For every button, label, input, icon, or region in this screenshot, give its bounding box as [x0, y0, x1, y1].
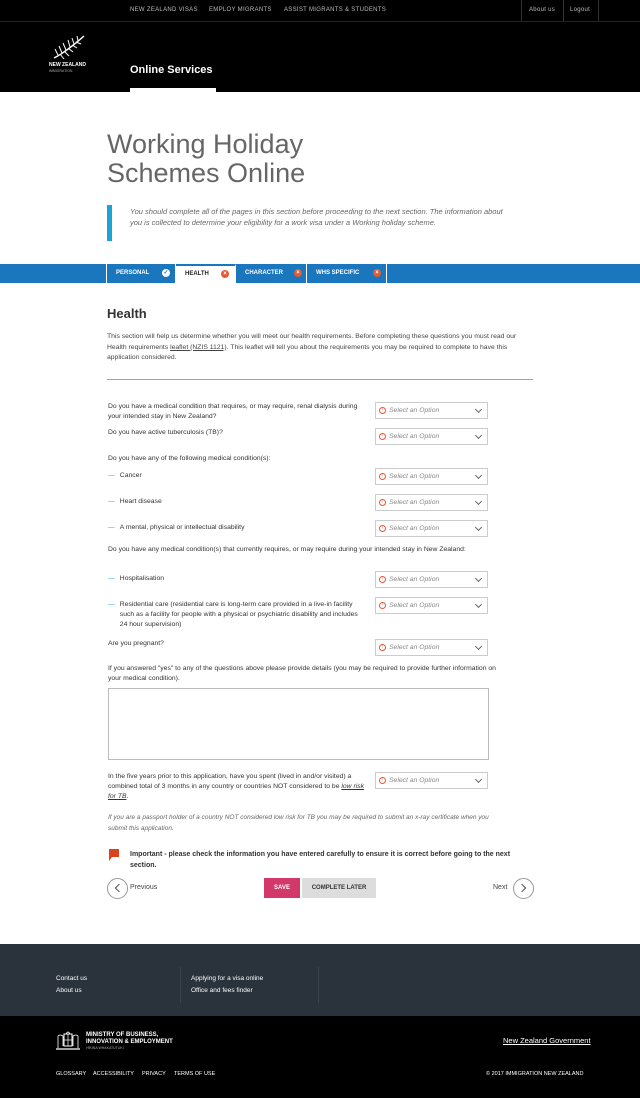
cross-icon: × [221, 270, 229, 278]
chevron-down-icon [475, 776, 482, 783]
select-placeholder: Select an Option [389, 777, 440, 784]
select-placeholder: Select an Option [389, 499, 440, 506]
question-disability-label: A mental, physical or intellectual disability [119, 524, 245, 531]
nav-divider [521, 0, 522, 21]
tb-note: If you are a passport holder of a country NOT considered low risk for TB you may be required to submit an x-ray certificate when you submit this application. [108, 814, 489, 832]
select-hospital[interactable] [375, 571, 488, 588]
previous-label[interactable]: Previous [130, 884, 158, 891]
tab-whs-specific[interactable] [307, 264, 387, 283]
question-tb: Do you have active tuberculosis (TB)? [108, 429, 223, 436]
footer-divider [180, 967, 181, 1003]
low-risk-tb-link[interactable]: low risk for TB [108, 783, 365, 800]
tab-whs-label: WHS SPECIFIC [316, 270, 360, 276]
tab-health-label: HEALTH [185, 271, 209, 277]
chevron-down-icon [475, 498, 482, 505]
select-placeholder: Select an Option [389, 525, 440, 532]
chevron-down-icon [475, 575, 482, 582]
intro-text: You should complete all of the pages in this section before proceeding to the next section. The information about you is collected to determine your eligibility for a work visa under a Working holiday scheme. [130, 207, 503, 227]
question-renal: Do you have a medical condition that requires, or may require, renal dialysis during your intended stay in New Zealand? [108, 403, 358, 420]
warning-icon: ! [379, 525, 386, 532]
details-textarea[interactable] [108, 688, 489, 760]
question-disability: — A mental, physical or intellectual disability [108, 524, 245, 531]
previous-button[interactable] [107, 878, 128, 899]
tab-health[interactable] [176, 264, 236, 283]
question-tb-travel-end: . [126, 793, 129, 800]
question-group-care: Do you have any medical condition(s) that currently requires, or may require during your intended stay in New Zealand: [108, 546, 466, 553]
tab-personal[interactable] [107, 264, 176, 283]
select-placeholder: Select an Option [389, 433, 440, 440]
select-placeholder: Select an Option [389, 576, 440, 583]
question-cancer-label: Cancer [119, 472, 142, 479]
question-hospital-label: Hospitalisation [119, 575, 164, 582]
mbie-line2: INNOVATION & EMPLOYMENT [86, 1039, 173, 1045]
select-disability[interactable] [375, 520, 488, 537]
chevron-down-icon [475, 406, 482, 413]
question-tb-travel [108, 772, 368, 802]
question-heart: — Heart disease [108, 498, 162, 505]
topnav-border [0, 21, 640, 22]
check-icon: ✓ [163, 270, 169, 276]
footer-bottom [0, 1016, 640, 1098]
question-residential: — Residential care (residential care is long-term care provided in a live-in facility such as a facility for people with a physical or psychiatric disability and includes 24 hour supervision) [108, 600, 366, 630]
nav-nz-visas[interactable]: NEW ZEALAND VISAS [130, 7, 198, 13]
footer-applying-link[interactable]: Applying for a visa online [191, 975, 264, 982]
desc-text-end: . This leaflet will tell you about the requirements you may be required to complete to have this application considered. [107, 343, 508, 361]
save-button[interactable]: SAVE [264, 878, 300, 898]
warning-icon: ! [379, 777, 386, 784]
nav-about-us[interactable]: About us [529, 7, 556, 13]
select-tb-travel[interactable] [375, 772, 488, 789]
privacy-link[interactable]: PRIVACY [142, 1071, 166, 1077]
nav-assist-migrants[interactable]: ASSIST MIGRANTS & STUDENTS [284, 7, 387, 13]
copyright: © 2017 IMMIGRATION NEW ZEALAND [486, 1071, 584, 1077]
nav-divider [563, 0, 564, 21]
select-placeholder: Select an Option [389, 644, 440, 651]
footer-links-panel [0, 944, 640, 1016]
chevron-down-icon [475, 643, 482, 650]
flag-icon [109, 849, 119, 861]
chevron-down-icon [475, 601, 482, 608]
question-cancer: — Cancer [108, 472, 142, 479]
section-underline [130, 88, 216, 92]
select-tb[interactable] [375, 428, 488, 445]
page-title-line2: Schemes Online [107, 158, 306, 188]
chevron-down-icon [475, 432, 482, 439]
chevron-down-icon [475, 524, 482, 531]
tab-character[interactable] [236, 264, 307, 283]
desc-text: This section will help us determine whether you will meet our health requirements. Before completing these questions you must read our Health requirements [107, 333, 517, 351]
question-residential-label: Residential care (residential care is long-term care provided in a live-in facility such as a facility for people with a physical or psychiatric disability and includes 24 hour supervision) [119, 601, 358, 628]
section-divider [107, 379, 533, 380]
warning-icon: ! [379, 499, 386, 506]
warning-icon: ! [379, 407, 386, 414]
site-header [0, 0, 640, 92]
footer-divider [318, 967, 319, 1003]
mbie-subtext: HĪKINA WHAKATUTUKI [86, 1046, 124, 1050]
page-title [107, 130, 305, 188]
select-pregnant[interactable] [375, 639, 488, 656]
question-group-conditions: Do you have any of the following medical condition(s): [108, 455, 271, 462]
intro-accent-bar [107, 205, 112, 241]
chevron-left-icon [115, 884, 123, 892]
mbie-line1: MINISTRY OF BUSINESS, [86, 1032, 159, 1038]
warning-icon: ! [379, 473, 386, 480]
important-notice: Important - please check the information you have entered carefully to ensure it is correct before going to the next section. [130, 851, 511, 869]
chevron-down-icon [475, 472, 482, 479]
question-hospital: — Hospitalisation [108, 575, 164, 582]
section-heading: Health [107, 306, 147, 321]
accessibility-link[interactable]: ACCESSIBILITY [93, 1071, 134, 1077]
next-label[interactable]: Next [493, 884, 508, 891]
select-placeholder: Select an Option [389, 473, 440, 480]
nav-logout[interactable]: Logout [570, 7, 591, 13]
warning-icon: ! [379, 576, 386, 583]
footer-contact-link[interactable]: Contact us [56, 975, 88, 982]
question-details: If you answered "yes" to any of the questions above please provide details (you may be required to provide further information on your medical condition). [108, 665, 496, 682]
select-cancer[interactable] [375, 468, 488, 485]
footer-office-link[interactable]: Office and fees finder [191, 987, 253, 994]
tab-personal-label: PERSONAL [116, 270, 150, 276]
footer-about-link[interactable]: About us [56, 987, 82, 994]
leaflet-link[interactable]: leaflet (NZIS 1121) [170, 343, 227, 351]
question-heart-label: Heart disease [119, 498, 162, 505]
cross-icon: × [294, 269, 302, 277]
section-description [107, 332, 533, 364]
nz-coat-of-arms-icon [56, 1030, 80, 1052]
cross-icon: × [373, 269, 381, 277]
select-placeholder: Select an Option [389, 602, 440, 609]
page-title-line1: Working Holiday [107, 129, 304, 159]
nz-government-logo[interactable]: New Zealand Government [503, 1036, 591, 1045]
glossary-link[interactable]: GLOSSARY [56, 1071, 87, 1077]
mbie-logo-text[interactable] [86, 1032, 173, 1046]
next-button[interactable] [513, 878, 534, 899]
complete-later-button[interactable]: COMPLETE LATER [302, 878, 376, 898]
nav-employ-migrants[interactable]: EMPLOY MIGRANTS [209, 7, 272, 13]
question-pregnant: Are you pregnant? [108, 640, 164, 647]
logo-subtext: IMMIGRATION [49, 69, 73, 73]
warning-icon: ! [379, 644, 386, 651]
terms-link[interactable]: TERMS OF USE [174, 1071, 216, 1077]
select-residential[interactable] [375, 597, 488, 614]
chevron-right-icon [518, 884, 526, 892]
select-renal[interactable] [375, 402, 488, 419]
warning-icon: ! [379, 433, 386, 440]
nav-divider [598, 0, 599, 21]
logo-text: NEW ZEALAND [49, 62, 86, 68]
section-title: Online Services [130, 64, 213, 76]
select-placeholder: Select an Option [389, 407, 440, 414]
select-heart[interactable] [375, 494, 488, 511]
question-tb-travel-text: In the five years prior to this application, have you spent (lived in and/or visited) a combined total of 3 months in any country or countries NOT considered to be [108, 773, 352, 790]
warning-icon: ! [379, 602, 386, 609]
tab-character-label: CHARACTER [245, 270, 283, 276]
